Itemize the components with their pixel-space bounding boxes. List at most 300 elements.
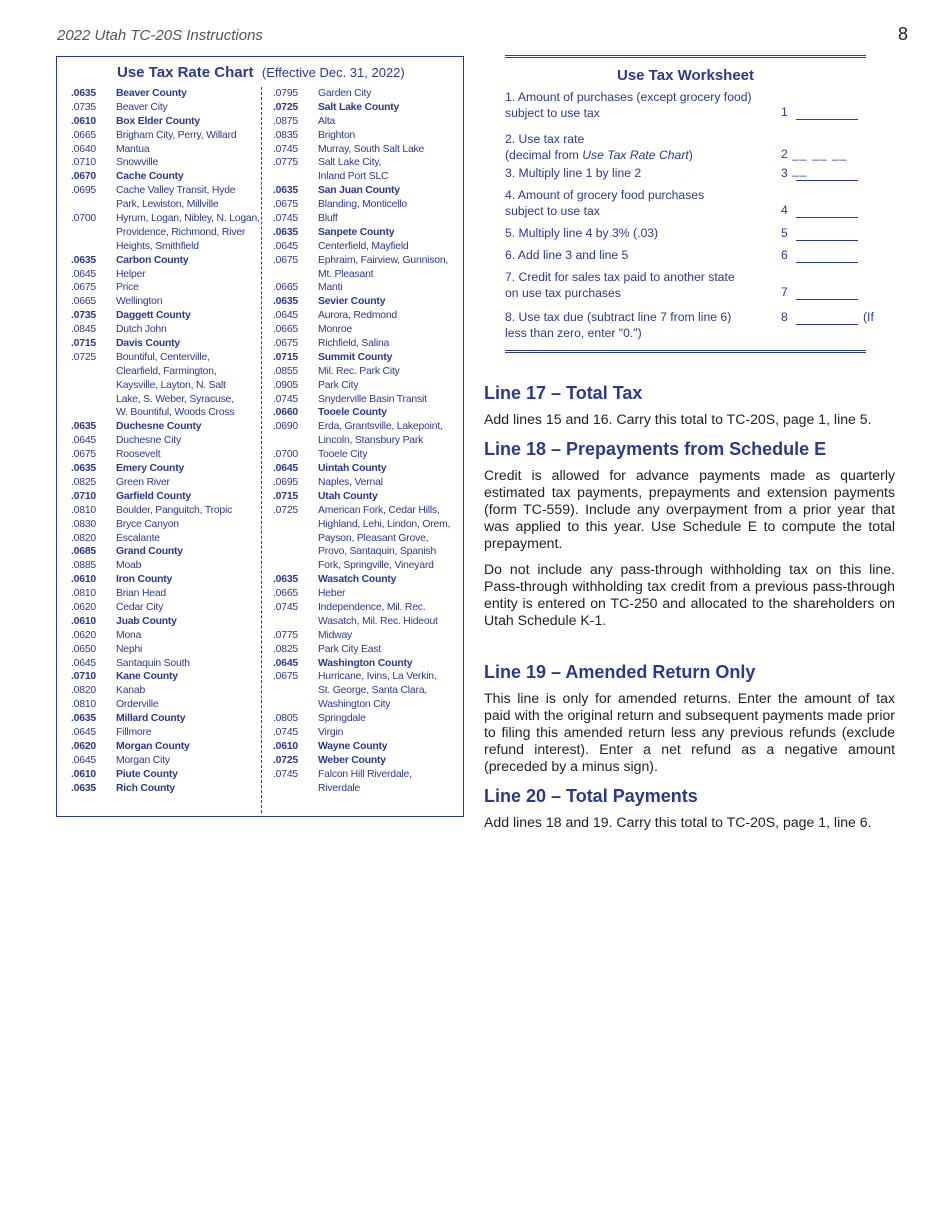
city-row	[273, 615, 450, 629]
tax-rate: .0830	[71, 518, 97, 530]
tax-rate: .0665	[273, 588, 299, 600]
entry-blank	[796, 105, 858, 120]
tax-rate: .0635	[273, 296, 299, 308]
place-name: Richfield, Salina	[318, 338, 390, 350]
tax-rate: .0635	[71, 463, 97, 475]
place-name: Wellington	[116, 296, 163, 308]
tax-rate: .0715	[273, 351, 299, 363]
place-name: Highland, Lehi, Lindon, Orem,	[318, 518, 451, 530]
place-name: Clearfield, Farmington,	[116, 365, 217, 377]
tax-rate: .0820	[71, 685, 97, 697]
tax-rate: .0645	[71, 754, 97, 766]
worksheet-line-text	[505, 248, 765, 264]
place-name: Brian Head	[116, 588, 166, 600]
chart-title-main: Use Tax Rate Chart	[117, 64, 254, 81]
worksheet-line-note: (If	[863, 310, 874, 324]
place-name: Salt Lake County	[318, 101, 400, 113]
decimal-entry-blanks: __ __ __ __	[792, 147, 848, 177]
place-name: Daggett County	[116, 310, 191, 322]
place-name: Lake, S. Weber, Syracuse,	[116, 393, 234, 405]
place-name: Kaysville, Layton, N. Salt	[116, 379, 226, 391]
place-name: Monroe	[318, 324, 353, 336]
county-row	[273, 754, 450, 768]
worksheet-line-number: 2	[781, 147, 788, 161]
county-row	[273, 657, 450, 671]
section-paragraph: This line is only for amended returns. Enter the amount of tax paid with the original return and subsequent payments made prior to filing this amended return less any previous refunds (exclude refund interest). Enter a net refund as a negative amount (preceded by a minus sign).	[484, 690, 895, 774]
place-name: Independence, Mil. Rec.	[318, 601, 426, 613]
tax-rate: .0735	[71, 101, 97, 113]
tax-rate: .0675	[71, 282, 97, 294]
tax-rate	[273, 170, 318, 184]
use-tax-worksheet	[505, 55, 874, 353]
city-row	[71, 754, 260, 768]
tax-rate: .0735	[71, 310, 97, 322]
tax-rate: .0675	[273, 671, 299, 683]
rate-column-right	[273, 87, 450, 795]
place-name: Morgan County	[116, 740, 190, 752]
city-row	[273, 309, 450, 323]
place-name: Box Elder County	[116, 115, 200, 127]
tax-rate: .0745	[273, 393, 299, 405]
city-row	[71, 101, 260, 115]
county-row	[71, 670, 260, 684]
place-name: Escalante	[116, 532, 160, 544]
section-heading: Line 18 – Prepayments from Schedule E	[484, 439, 827, 459]
tax-rate: .0670	[71, 171, 97, 183]
city-row	[71, 434, 260, 448]
county-row	[71, 490, 260, 504]
city-row	[71, 629, 260, 643]
tax-rate: .0745	[273, 601, 299, 613]
city-row	[273, 434, 450, 448]
city-row	[71, 240, 260, 254]
tax-rate: .0610	[273, 740, 299, 752]
entry-blank	[796, 203, 858, 218]
place-name: Springdale	[318, 713, 366, 725]
tax-rate	[71, 393, 116, 407]
place-name: Brighton	[318, 129, 356, 141]
city-row	[71, 657, 260, 671]
county-row	[273, 406, 450, 420]
place-name: Providence, Richmond, River	[116, 226, 246, 238]
city-row	[273, 782, 450, 796]
city-row	[71, 643, 260, 657]
entry-blank	[796, 285, 858, 300]
entry-blank	[796, 248, 858, 263]
place-name: Hyrum, Logan, Nibley, N. Logan,	[116, 213, 260, 225]
tax-rate: .0905	[273, 379, 299, 391]
section-paragraph: Add lines 18 and 19. Carry this total to TC-20S, page 1, line 6.	[484, 814, 872, 830]
worksheet-line-label: 5. Multiply line 4 by 3% (.03)	[505, 226, 659, 240]
tax-rate: .0825	[273, 643, 299, 655]
tax-rate: .0675	[273, 338, 299, 350]
entry-blank	[796, 310, 858, 325]
city-row	[71, 587, 260, 601]
tax-rate: .0710	[71, 157, 97, 169]
place-name: Kanab	[116, 685, 146, 697]
document-title: 2022 Utah TC-20S Instructions	[57, 27, 263, 44]
city-row	[71, 476, 260, 490]
section-paragraph: Add lines 15 and 16. Carry this total to TC-20S, page 1, line 5.	[484, 411, 872, 427]
place-name: Helper	[116, 268, 146, 280]
city-row	[71, 393, 260, 407]
place-name: Grand County	[116, 546, 183, 558]
worksheet-line-text	[505, 132, 765, 163]
city-row	[71, 684, 260, 698]
county-row	[71, 254, 260, 268]
tax-rate	[273, 434, 318, 448]
city-row	[71, 351, 260, 365]
tax-rate	[273, 532, 318, 546]
place-name: Provo, Santaquin, Spanish	[318, 546, 437, 558]
place-name: Roosevelt	[116, 449, 161, 461]
tax-rate: .0775	[273, 157, 299, 169]
city-row	[273, 365, 450, 379]
use-tax-rate-chart	[56, 56, 464, 817]
county-row	[71, 87, 260, 101]
tax-rate: .0645	[71, 726, 97, 738]
city-row	[273, 712, 450, 726]
tax-rate: .0810	[71, 699, 97, 711]
section-heading: Line 19 – Amended Return Only	[484, 662, 756, 682]
place-name: Virgin	[318, 726, 344, 738]
place-name: Piute County	[116, 768, 178, 780]
city-row	[273, 518, 450, 532]
place-name: Park City	[318, 379, 359, 391]
tax-rate: .0810	[71, 504, 97, 516]
city-row	[273, 726, 450, 740]
county-row	[273, 462, 450, 476]
place-name: Salt Lake City,	[318, 157, 382, 169]
tax-rate: .0710	[71, 671, 97, 683]
tax-rate: .0695	[273, 476, 299, 488]
place-name: W. Bountiful, Woods Cross	[116, 407, 235, 419]
city-row	[71, 518, 260, 532]
tax-rate: .0810	[71, 588, 97, 600]
place-name: Ephraim, Fairview, Gunnison,	[318, 254, 449, 266]
tax-rate	[71, 379, 116, 393]
tax-rate	[273, 518, 318, 532]
worksheet-line-label: 4. Amount of grocery food purchases subject to use tax	[505, 188, 705, 218]
place-name: Utah County	[318, 490, 378, 502]
city-row	[71, 698, 260, 712]
tax-rate	[273, 684, 318, 698]
chart-title	[117, 64, 405, 82]
place-name: Snowville	[116, 157, 159, 169]
tax-rate: .0725	[273, 504, 299, 516]
entry-blank	[796, 226, 858, 241]
place-name: Park, Lewiston, Millville	[116, 199, 219, 211]
tax-rate: .0725	[273, 754, 299, 766]
tax-rate: .0650	[71, 643, 97, 655]
city-row	[71, 365, 260, 379]
city-row	[71, 212, 260, 226]
tax-rate: .0675	[273, 254, 299, 266]
county-row	[71, 573, 260, 587]
worksheet-line-text	[505, 188, 765, 219]
tax-rate	[273, 782, 318, 796]
place-name: Centerfield, Mayfield	[318, 240, 409, 252]
county-row	[273, 295, 450, 309]
city-row	[273, 670, 450, 684]
city-row	[273, 240, 450, 254]
tax-rate	[273, 268, 318, 282]
city-row	[273, 143, 450, 157]
tax-rate: .0690	[273, 421, 299, 433]
tax-rate: .0645	[273, 657, 299, 669]
county-row	[71, 337, 260, 351]
city-row	[71, 601, 260, 615]
county-row	[273, 740, 450, 754]
city-row	[71, 406, 260, 420]
city-row	[71, 448, 260, 462]
tax-rate: .0885	[71, 560, 97, 572]
county-row	[273, 351, 450, 365]
worksheet-line-number: 6	[781, 248, 788, 262]
worksheet-line-text	[505, 310, 765, 341]
city-row	[71, 323, 260, 337]
county-row	[273, 226, 450, 240]
worksheet-line-number: 7	[781, 285, 788, 299]
place-name: Murray, South Salt Lake	[318, 143, 425, 155]
city-row	[71, 184, 260, 198]
tax-rate: .0620	[71, 740, 97, 752]
place-name: Tooele County	[318, 407, 387, 419]
place-name: Orderville	[116, 699, 159, 711]
place-name: Mona	[116, 629, 142, 641]
place-name: Sanpete County	[318, 226, 395, 238]
place-name: Iron County	[116, 574, 173, 586]
place-name: Kane County	[116, 671, 178, 683]
city-row	[273, 254, 450, 268]
tax-rate: .0665	[273, 282, 299, 294]
city-row	[273, 87, 450, 101]
city-row	[273, 393, 450, 407]
city-row	[71, 156, 260, 170]
tax-rate	[273, 545, 318, 559]
worksheet-line-number: 4	[781, 203, 788, 217]
city-row	[71, 504, 260, 518]
tax-rate: .0775	[273, 629, 299, 641]
tax-rate: .0710	[71, 490, 97, 502]
rate-column-left	[71, 87, 260, 795]
worksheet-line-label: 7. Credit for sales tax paid to another state on use tax purchases	[505, 270, 735, 300]
worksheet-line-text	[505, 166, 765, 182]
place-name: Heights, Smithfield	[116, 240, 199, 252]
tax-rate: .0725	[71, 351, 97, 363]
tax-rate: .0715	[273, 490, 299, 502]
tax-rate: .0665	[71, 129, 97, 141]
tax-rate: .0610	[71, 115, 97, 127]
tax-rate	[71, 198, 116, 212]
tax-rate: .0665	[273, 324, 299, 336]
place-name: Wasatch County	[318, 574, 397, 586]
city-row	[71, 129, 260, 143]
place-name: Boulder, Panguitch, Tropic	[116, 504, 233, 516]
tax-rate: .0845	[71, 324, 97, 336]
worksheet-line-number: 8	[781, 310, 788, 324]
place-name: Beaver County	[116, 88, 187, 99]
worksheet-line-number: 3	[781, 166, 788, 180]
city-row	[273, 504, 450, 518]
city-row	[71, 198, 260, 212]
tax-rate: .0835	[273, 129, 299, 141]
city-row	[273, 448, 450, 462]
place-name: Manti	[318, 282, 343, 294]
place-name: Rich County	[116, 782, 175, 794]
entry-blank	[796, 166, 858, 181]
place-name: Bountiful, Centerville,	[116, 351, 210, 363]
city-row	[273, 601, 450, 615]
tax-rate: .0685	[71, 546, 97, 558]
county-row	[273, 490, 450, 504]
tax-rate: .0610	[71, 574, 97, 586]
place-name: San Juan County	[318, 185, 400, 197]
tax-rate: .0635	[71, 782, 97, 794]
tax-rate: .0640	[71, 143, 97, 155]
tax-rate: .0745	[273, 213, 299, 225]
county-row	[273, 573, 450, 587]
place-name: Cache Valley Transit, Hyde	[116, 185, 236, 197]
city-row	[71, 226, 260, 240]
place-name: St. George, Santa Clara,	[318, 685, 427, 697]
tax-rate: .0695	[71, 185, 97, 197]
place-name: Payson, Pleasant Grove,	[318, 532, 429, 544]
city-row	[71, 281, 260, 295]
place-name: Erda, Grantsville, Lakepoint,	[318, 421, 443, 433]
tax-rate: .0645	[273, 310, 299, 322]
place-name: Duchesne County	[116, 421, 202, 433]
place-name: Uintah County	[318, 463, 387, 475]
tax-rate: .0645	[273, 463, 299, 475]
place-name: Moab	[116, 560, 142, 572]
tax-rate: .0875	[273, 115, 299, 127]
place-name: Garden City	[318, 88, 372, 99]
tax-rate: .0620	[71, 629, 97, 641]
county-row	[273, 101, 450, 115]
place-name: Davis County	[116, 338, 180, 350]
tax-rate: .0645	[71, 268, 97, 280]
county-row	[71, 462, 260, 476]
city-row	[273, 129, 450, 143]
county-row	[71, 740, 260, 754]
place-name: Park City East	[318, 643, 382, 655]
place-name: Inland Port SLC	[318, 171, 389, 183]
tax-rate: .0620	[71, 601, 97, 613]
tax-rate: .0745	[273, 726, 299, 738]
worksheet-line-label: 1. Amount of purchases (except grocery food) subject to use tax	[505, 90, 752, 120]
tax-rate: .0635	[71, 713, 97, 725]
section-paragraph: Credit is allowed for advance payments made as quarterly estimated tax payments, prepayments and extension payments (form TC-559). Include any overpayment from a prior year that was applied to this year. Use Schedule E to compute the total prepayment.	[484, 467, 895, 551]
city-row	[71, 532, 260, 546]
tax-rate: .0635	[71, 421, 97, 433]
tax-rate: .0820	[71, 532, 97, 544]
city-row	[273, 379, 450, 393]
county-row	[71, 420, 260, 434]
tax-rate	[273, 698, 318, 712]
place-name: Duchesne City	[116, 435, 181, 447]
city-row	[273, 698, 450, 712]
city-row	[71, 726, 260, 740]
city-row	[273, 420, 450, 434]
place-name: Wayne County	[318, 740, 388, 752]
place-name: Mantua	[116, 143, 150, 155]
tax-rate: .0635	[71, 88, 97, 99]
tax-rate: .0825	[71, 476, 97, 488]
county-row	[71, 782, 260, 796]
column-divider	[261, 87, 262, 813]
place-name: Garfield County	[116, 490, 191, 502]
county-row	[71, 615, 260, 629]
section-paragraph: Do not include any pass-through withholding tax on this line. Pass-through withholding tax credit from a previous pass-through entity is entered on TC-250 and allocated to the shareholders on Utah Schedule K-1.	[484, 561, 895, 628]
place-name: Weber County	[318, 754, 386, 766]
place-name: Falcon Hill Riverdale,	[318, 768, 412, 780]
county-row	[71, 545, 260, 559]
place-name: Washington County	[318, 657, 413, 669]
place-name: Aurora, Redmond	[318, 310, 398, 322]
place-name: Mt. Pleasant	[318, 268, 374, 280]
place-name: Hurricane, Ivins, La Verkin,	[318, 671, 437, 683]
page-number: 8	[898, 24, 909, 44]
tax-rate	[71, 406, 116, 420]
place-name: Naples, Vernal	[318, 476, 383, 488]
place-name: Morgan City	[116, 754, 170, 766]
tax-rate: .0700	[71, 213, 97, 225]
worksheet-line-text	[505, 270, 765, 301]
place-name: American Fork, Cedar Hills,	[318, 504, 440, 516]
place-name: Lincoln, Stansbury Park	[318, 435, 424, 447]
city-row	[71, 559, 260, 573]
worksheet-line-label: 3. Multiply line 1 by line 2	[505, 166, 642, 180]
tax-rate: .0635	[273, 226, 299, 238]
tax-rate: .0645	[273, 240, 299, 252]
place-name: Carbon County	[116, 254, 189, 266]
tax-rate: .0745	[273, 143, 299, 155]
tax-rate: .0610	[71, 615, 97, 627]
city-row	[273, 684, 450, 698]
place-name: Emery County	[116, 463, 185, 475]
city-row	[71, 143, 260, 157]
tax-rate	[273, 615, 318, 629]
county-row	[71, 309, 260, 323]
place-name: Beaver City	[116, 101, 168, 113]
place-name: Brigham City, Perry, Willard	[116, 129, 237, 141]
place-name: Wasatch, Mil. Rec. Hideout	[318, 615, 438, 627]
place-name: Dutch John	[116, 324, 167, 336]
tax-rate: .0795	[273, 88, 299, 99]
tax-rate: .0610	[71, 768, 97, 780]
tax-rate: .0645	[71, 657, 97, 669]
tax-rate: .0675	[273, 199, 299, 211]
county-row	[71, 768, 260, 782]
city-row	[273, 281, 450, 295]
city-row	[273, 545, 450, 559]
city-row	[273, 156, 450, 170]
place-name: Cache County	[116, 171, 184, 183]
place-name: Santaquin South	[116, 657, 190, 669]
tax-rate	[71, 365, 116, 379]
chart-effective-date: (Effective Dec. 31, 2022)	[261, 65, 405, 80]
tax-rate: .0715	[71, 338, 97, 350]
county-row	[71, 115, 260, 129]
city-row	[273, 268, 450, 282]
tax-rate: .0805	[273, 713, 299, 725]
tax-rate: .0665	[71, 296, 97, 308]
city-row	[71, 268, 260, 282]
tax-rate: .0645	[71, 435, 97, 447]
place-name: Tooele City	[318, 449, 368, 461]
tax-rate: .0660	[273, 407, 299, 419]
